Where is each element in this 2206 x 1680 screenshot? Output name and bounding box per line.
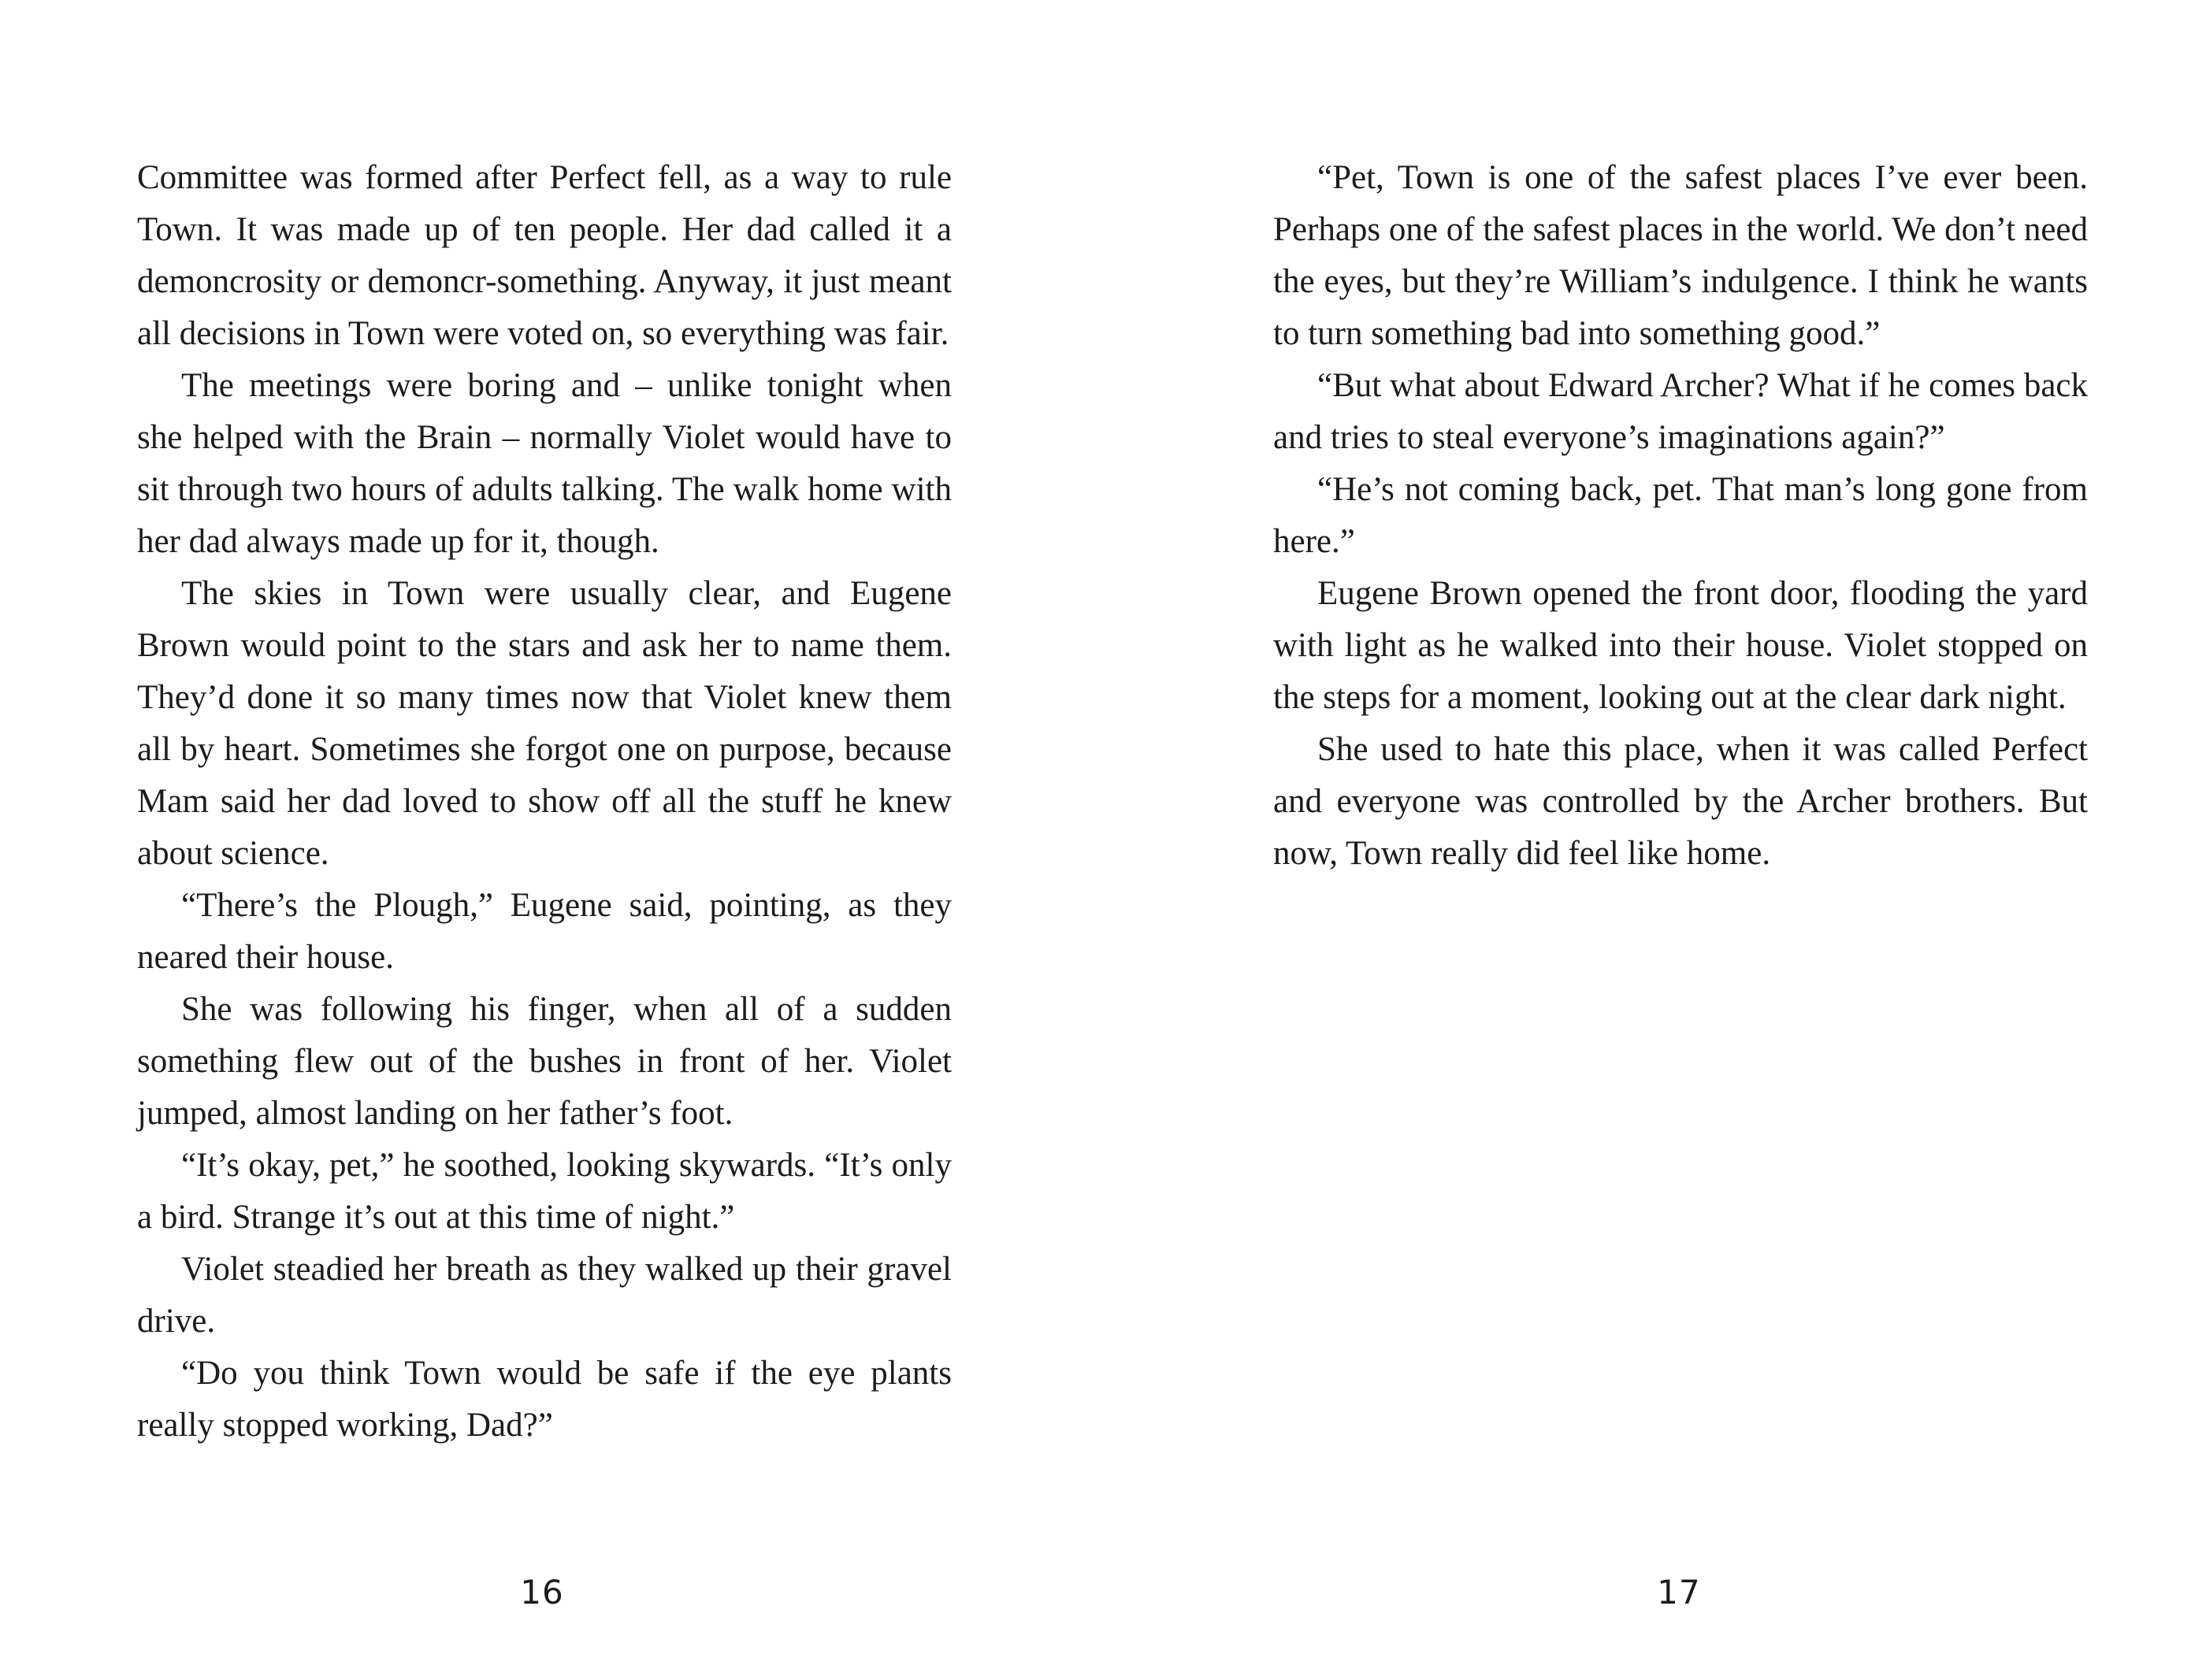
right-page-body <box>1273 152 2088 880</box>
paragraph: “There’s the Plough,” Eugene said, pointing, as they neared their house. <box>137 887 952 976</box>
paragraph: The meetings were boring and – unlike tonight when she helped with the Brain – normally Violet would have to sit through two hours of adults talking. The walk home with her dad always made up for it, though. <box>137 367 952 560</box>
left-page-body <box>137 152 952 1452</box>
paragraph: “He’s not coming back, pet. That man’s long gone from here.” <box>1273 471 2088 560</box>
paragraph: “Do you think Town would be safe if the eye plants really stopped working, Dad?” <box>137 1355 952 1444</box>
page-number: 17 <box>1657 1573 1701 1611</box>
paragraph: She used to hate this place, when it was called Perfect and everyone was controlled by the Archer brothers. But now, Town really did feel like home. <box>1273 731 2088 872</box>
paragraph: “But what about Edward Archer? What if he comes back and tries to steal everyone’s imaginations again?” <box>1273 367 2088 456</box>
paragraph: The skies in Town were usually clear, and Eugene Brown would point to the stars and ask her to name them. They’d done it so many times now that Violet knew them all by heart. Sometimes she forgot one on purpose, because Mam said her dad loved to show off all the stuff he knew about science. <box>137 575 952 872</box>
paragraph: Eugene Brown opened the front door, flooding the yard with light as he walked into their house. Violet stopped on the steps for a moment, looking out at the clear dark night. <box>1273 575 2088 716</box>
paragraph: She was following his finger, when all of a sudden something flew out of the bushes in front of her. Violet jumped, almost landing on her father’s foot. <box>137 991 952 1132</box>
paragraph: Committee was formed after Perfect fell, as a way to rule Town. It was made up of ten people. Her dad called it a demoncrosity or demoncr-something. Anyway, it just meant all decisions in Town were voted on, so everything was fair. <box>137 159 952 352</box>
right-page <box>1103 0 2206 1680</box>
paragraph: “Pet, Town is one of the safest places I’ve ever been. Perhaps one of the safest places in the world. We don’t need the eyes, but they’re William’s indulgence. I think he wants to turn something bad into something good.” <box>1273 159 2088 352</box>
paragraph: “It’s okay, pet,” he soothed, looking skywards. “It’s only a bird. Strange it’s out at this time of night.” <box>137 1147 952 1236</box>
page-number: 16 <box>520 1573 564 1611</box>
paragraph: Violet steadied her breath as they walked up their gravel drive. <box>137 1251 952 1340</box>
